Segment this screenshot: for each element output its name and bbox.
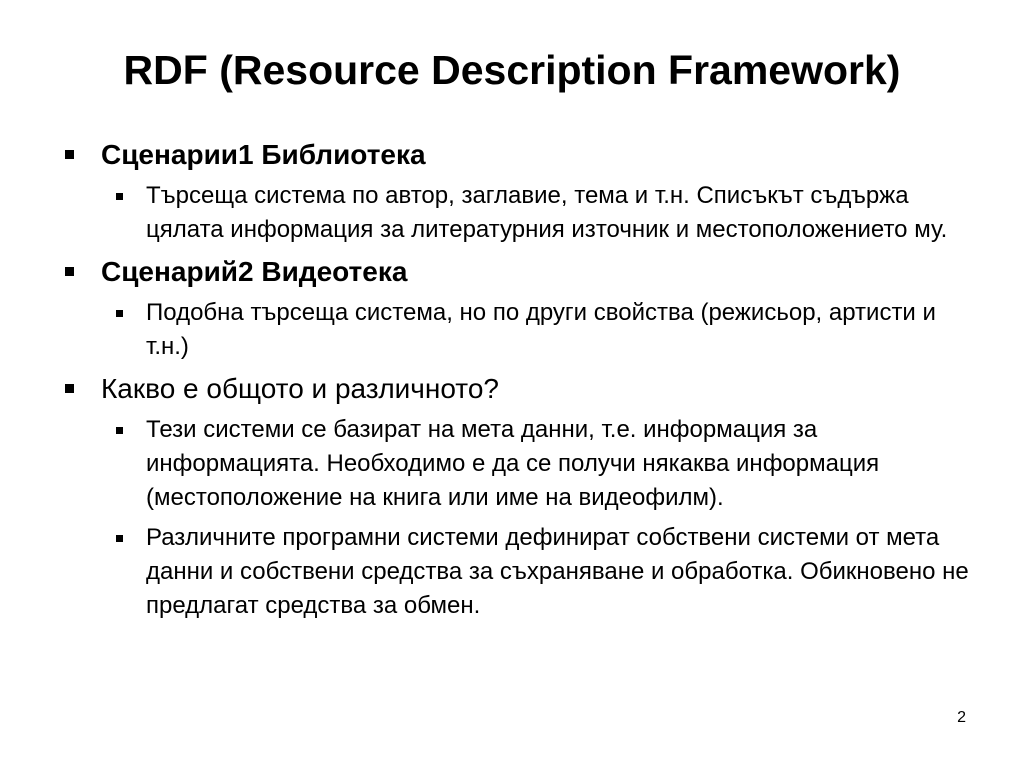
square-bullet-icon <box>116 535 123 542</box>
bullet-text: Сценарии1 Библиотека <box>101 139 426 170</box>
bullet-scenario2 <box>62 255 972 289</box>
sub-bullet <box>116 296 972 364</box>
square-bullet-icon <box>65 267 74 276</box>
sub-bullet-text: Търсеща система по автор, заглавие, тема и т.н. Списъкът съдържа цялата информация за литературния източник и местоположението му. <box>146 182 948 243</box>
square-bullet-icon <box>65 150 74 159</box>
bullet-scenario1 <box>62 138 972 172</box>
sub-bullet-text: Подобна търсеща система, но по други свойства (режисьор, артисти и т.н.) <box>146 299 936 360</box>
bullet-question <box>62 372 972 406</box>
sub-bullet-list <box>116 413 972 623</box>
bullet-text: Какво е общото и различното? <box>101 373 499 404</box>
sub-bullet-text: Тези системи се базират на мета данни, т.е. информация за информацията. Необходимо е да се получи някаква информация (местоположение на книга или име на видеофилм). <box>146 416 880 511</box>
sub-bullet <box>116 521 972 623</box>
square-bullet-icon <box>65 384 74 393</box>
square-bullet-icon <box>116 427 123 434</box>
sub-bullet-list <box>116 179 972 247</box>
square-bullet-icon <box>116 310 123 317</box>
bullet-text: Сценарий2 Видеотека <box>101 256 408 287</box>
page-number: 2 <box>957 709 966 726</box>
sub-bullet <box>116 179 972 247</box>
sub-bullet <box>116 413 972 515</box>
square-bullet-icon <box>116 193 123 200</box>
sub-bullet-text: Различните програмни системи дефинират собствени системи от мета данни и собствени средства за съхраняване и обработка. Обикновено не предлагат средства за обмен. <box>146 524 969 619</box>
slide-content <box>62 138 972 631</box>
slide-title: RDF (Resource Description Framework) <box>123 47 901 93</box>
sub-bullet-list <box>116 296 972 364</box>
